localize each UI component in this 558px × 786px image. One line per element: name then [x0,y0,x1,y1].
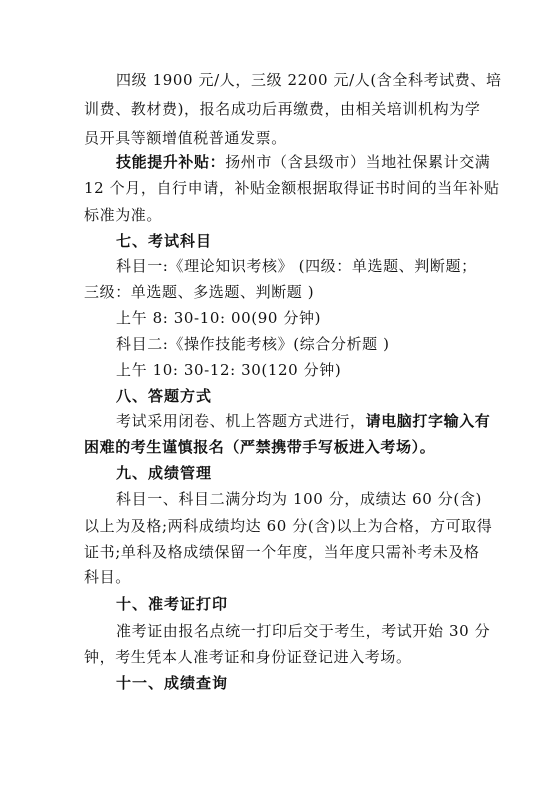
answer-method-warning-2: 困难的考生谨慎报名（严禁携带手写板进入考场）。 [84,438,436,456]
subsidy-line-2: 12 个月，自行申请，补贴金额根据取得证书时间的当年补贴 [84,179,500,197]
subject-2-line: 科目二:《操作技能考核》(综合分析题 ) [116,335,390,353]
subject-1-time: 上午 8: 30-10: 00(90 分钟) [116,309,322,327]
fee-line-1: 四级 1900 元/人，三级 2200 元/人(含全科考试费、培 [116,71,502,89]
subsidy-label: 技能提升补贴： [116,153,226,171]
answer-method-line-1 [0,411,558,431]
admission-line-2: 钟，考生凭本人准考证和身份证登记进入考场。 [84,648,412,666]
score-line-4: 科目。 [84,568,131,586]
section-8-heading: 八、答题方式 [116,387,213,405]
subsidy-line-1-text: 扬州市（含县级市）当地社保累计交满 [225,153,491,171]
answer-method-text: 考试采用闭卷、机上答题方式进行， [116,412,366,430]
fee-line-2: 训费、教材费)，报名成功后再缴费，由相关培训机构为学 [84,100,481,118]
section-11-heading: 十一、成绩查询 [116,674,229,692]
score-line-1: 科目一、科目二满分均为 100 分，成绩达 60 分(含) [116,490,482,508]
subject-1-line-2: 三级：单选题、多选题、判断题 ) [84,283,315,301]
fee-line-3: 员开具等额增值税普通发票。 [84,129,287,147]
subsidy-line-1 [0,152,558,172]
answer-method-warning-1: 请电脑打字输入有 [365,412,491,430]
section-7-heading: 七、考试科目 [116,232,213,250]
section-9-heading: 九、成绩管理 [116,464,213,482]
score-line-2: 以上为及格;两科成绩均达 60 分(含)以上为合格，方可取得 [84,517,493,535]
section-10-heading: 十、准考证打印 [116,595,229,613]
score-line-3: 证书;单科及格成绩保留一个年度，当年度只需补考未及格 [84,543,480,561]
subsidy-line-3: 标准为准。 [84,206,163,224]
subject-2-time: 上午 10: 30-12: 30(120 分钟) [116,361,342,379]
admission-line-1: 准考证由报名点统一打印后交于考生，考试开始 30 分 [116,622,491,640]
subject-1-line-1: 科目一:《理论知识考核》 (四级：单选题、判断题； [116,257,477,275]
